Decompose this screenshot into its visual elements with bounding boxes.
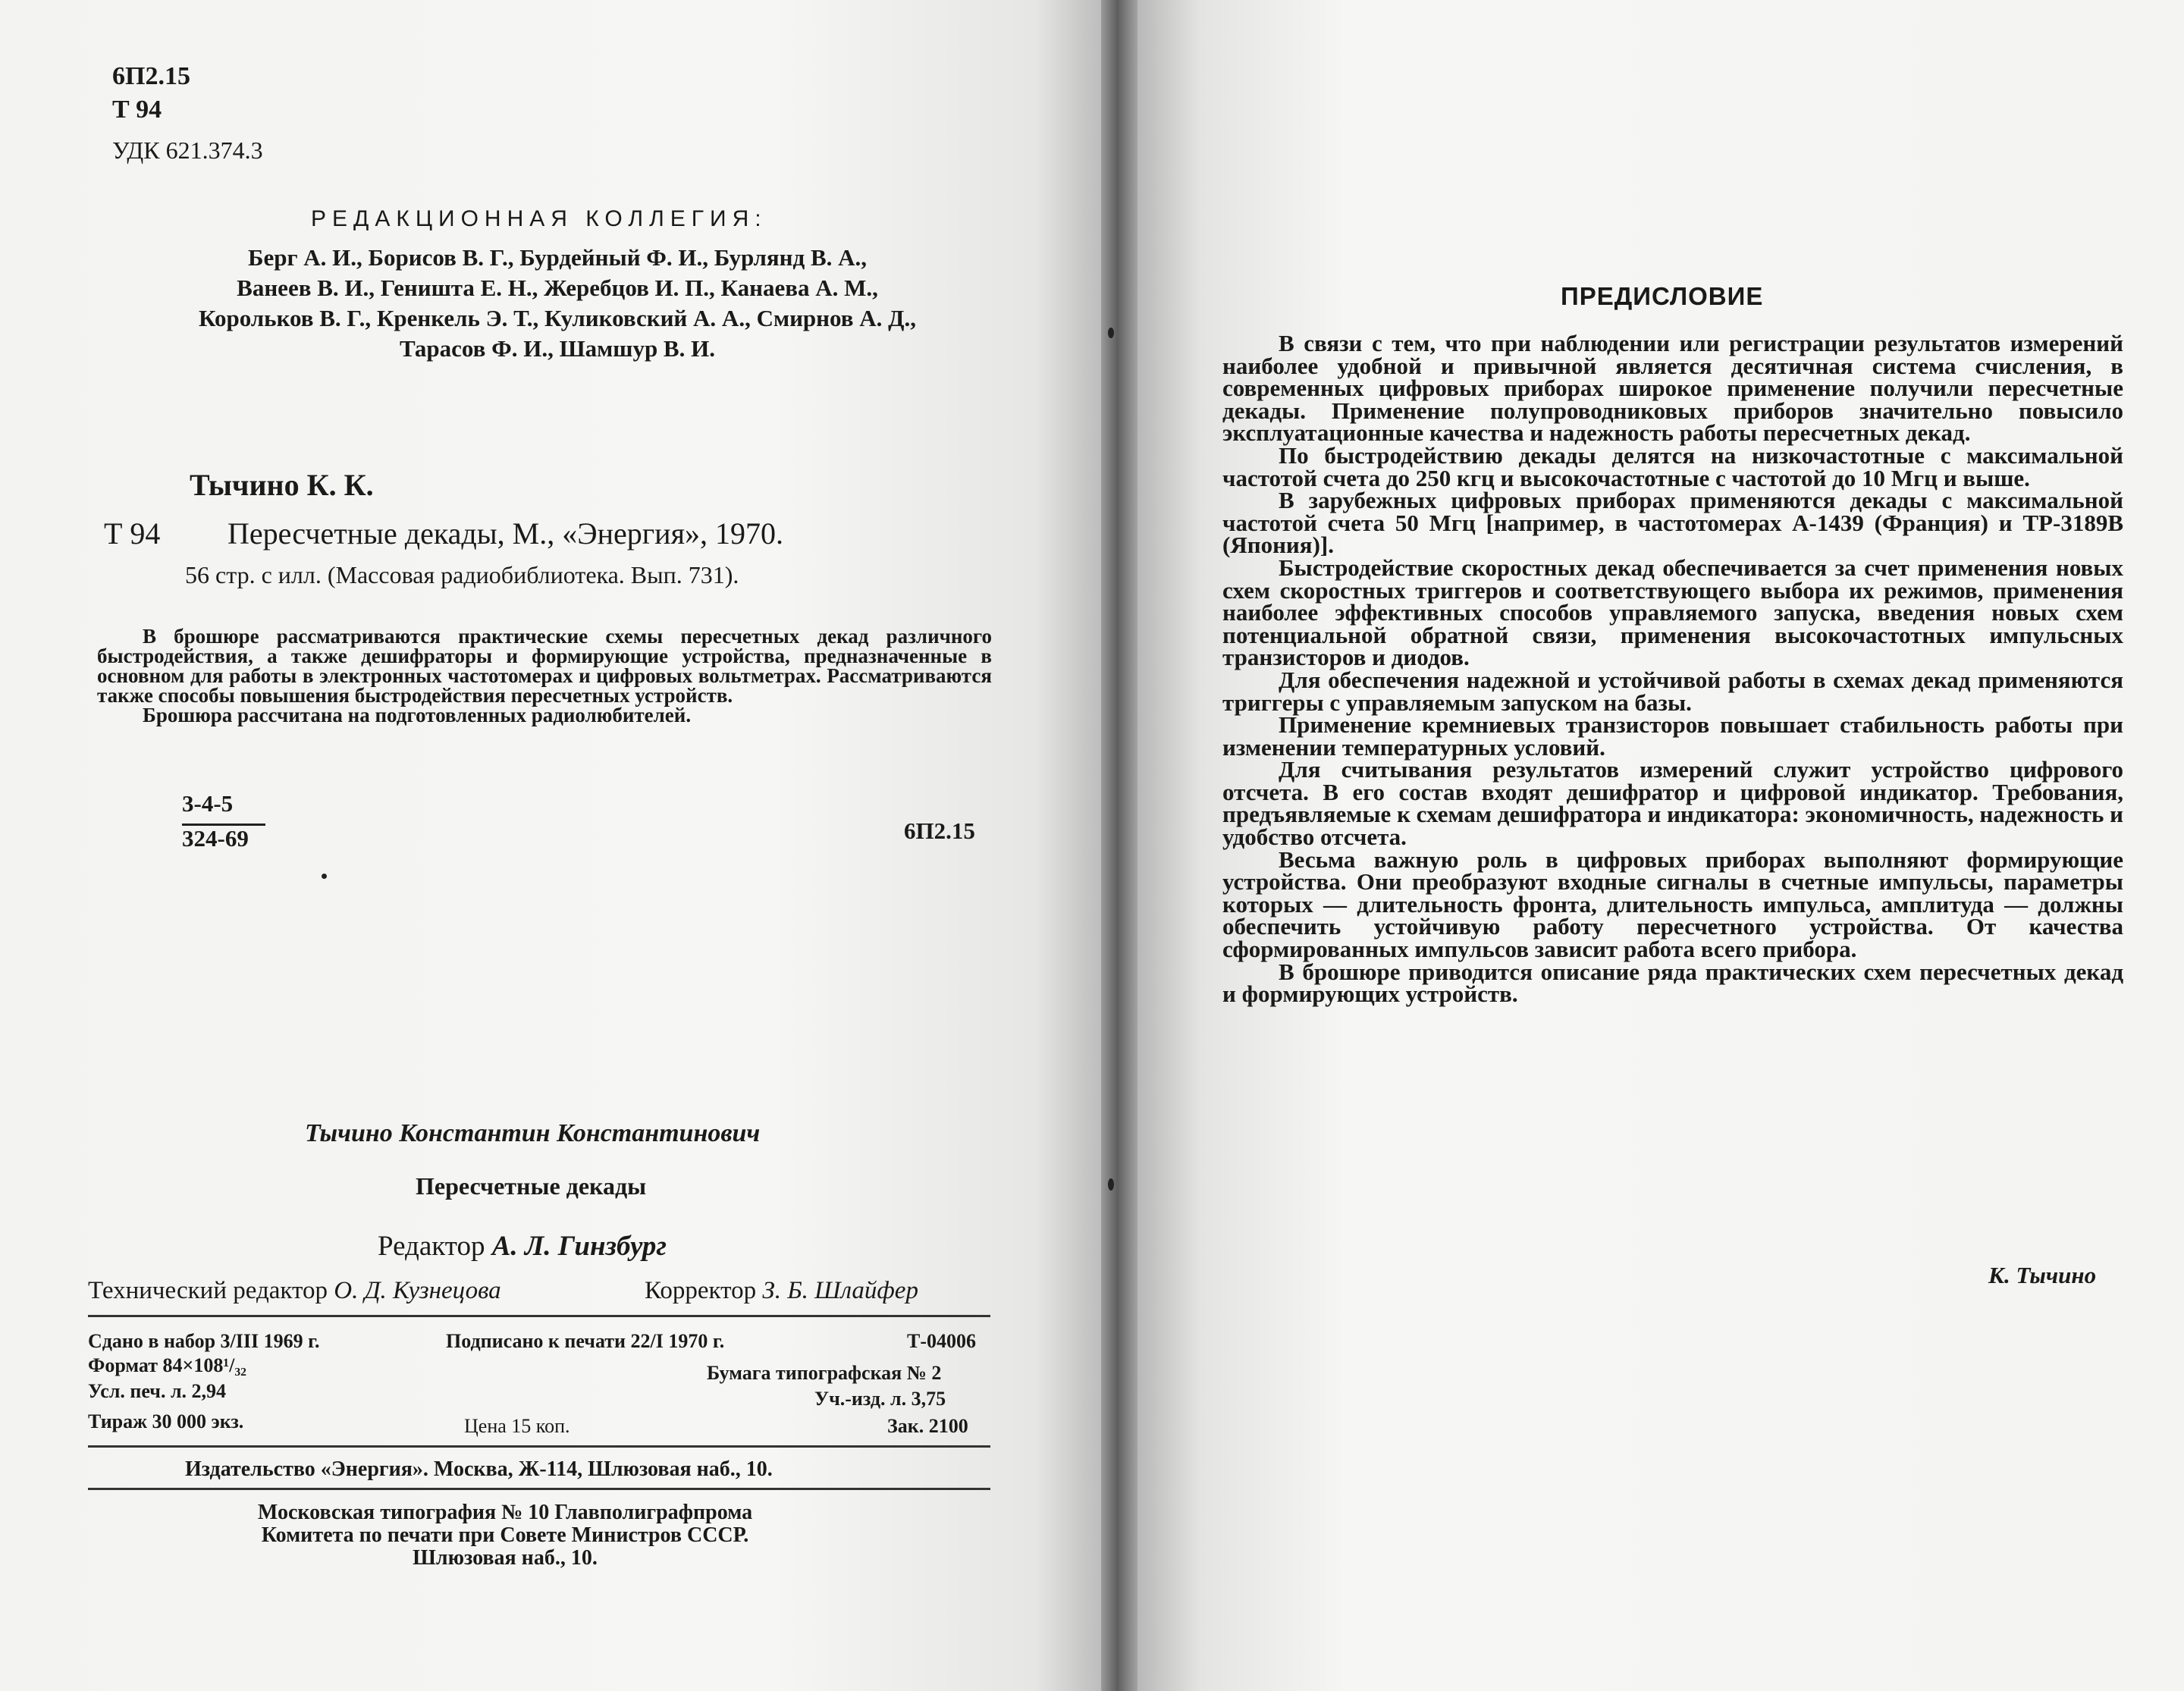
index-right-code: 6П2.15 xyxy=(904,817,975,844)
imprint-bottom-rule xyxy=(88,1488,990,1490)
bib-author: Тычино К. К. xyxy=(190,468,374,502)
printing-house xyxy=(164,1501,846,1570)
tech-editor-label: Технический редактор xyxy=(88,1277,328,1304)
preface-title: ПРЕДИСЛОВИЕ xyxy=(1561,282,1764,310)
imprint-t-code: Т-04006 xyxy=(907,1330,976,1352)
preface-text xyxy=(1222,332,2123,1006)
corrector-name: З. Б. Шлайфер xyxy=(762,1277,918,1304)
press-line: Комитета по печати при Совете Министров СССР. xyxy=(261,1523,749,1547)
editor-line xyxy=(378,1230,667,1263)
class-code: 6П2.15 xyxy=(112,62,190,90)
colophon-title: Пересчетные декады xyxy=(416,1172,647,1200)
board-line: Берг А. И., Борисов В. Г., Бурдейный Ф. И., Бурлянд В. А., xyxy=(247,244,868,271)
imprint-price: Цена 15 коп. xyxy=(464,1415,570,1437)
imprint-print-sheets: Усл. печ. л. 2,94 xyxy=(88,1380,227,1402)
preface-paragraph: Весьма важную роль в цифровых приборах выполняют формирующие устройства. Они преобразуют входные сигналы в счетные импульсы, параметры которых — длительность фронта, длительность импульса, амплитуда — должны обеспечить устойчивую работу пересчетного устройства. От качества сформированных импульсов зависит работа всего прибора. xyxy=(1222,846,2123,963)
index-denominator: 324-69 xyxy=(182,825,249,852)
udk-code: УДК 621.374.3 xyxy=(112,136,263,164)
preface-paragraph: В зарубежных цифровых приборах применяются декады с максимальной частотой счета 50 Мгц [например, в частотомерах А-1439 (Франция) и ТР-3189В (Япония)]. xyxy=(1222,487,2123,559)
bib-mark: Т 94 xyxy=(104,516,161,551)
corrector-label: Корректор xyxy=(645,1277,757,1304)
author-mark: Т 94 xyxy=(112,96,162,124)
imprint-sent: Сдано в набор 3/III 1969 г. xyxy=(88,1330,320,1352)
preface-paragraph: Для считывания результатов измерений служит устройство цифрового отсчета. В его состав входят дешифратор и цифровой индикатор. Требования, предъявляемые к схемам дешифратора и индикатора: экономичность, надежность и удобство отсчета. xyxy=(1222,756,2124,851)
preface-paragraph: По быстродействию декады делятся на низкочастотные с максимальной частотой счета до 250 кгц и высокочастотные с частотой до 10 Мгц и выше. xyxy=(1222,441,2123,491)
preface-paragraph: В брошюре приводится описание ряда практических схем пересчетных декад и формирующих устройств. xyxy=(1222,958,2123,1008)
editor-label: Редактор xyxy=(378,1231,485,1262)
imprint-order: Зак. 2100 xyxy=(887,1415,968,1437)
imprint-pub-sheets: Уч.-изд. л. 3,75 xyxy=(814,1388,946,1410)
imprint-paper: Бумага типографская № 2 xyxy=(707,1362,942,1384)
board-line: Ванеев В. И., Геништа Е. Н., Жеребцов И. П., Канаева А. М., xyxy=(237,275,878,301)
preface-paragraph: Применение кремниевых транзисторов повышает стабильность работы при изменении температурных условий. xyxy=(1222,711,2123,761)
board-line: Корольков В. Г., Кренкель Э. Т., Куликовский А. А., Смирнов А. Д., xyxy=(199,305,916,331)
colophon-author: Тычино Константин Константинович xyxy=(305,1119,761,1147)
tech-editor-name: О. Д. Кузнецова xyxy=(334,1277,501,1304)
book-gutter xyxy=(1101,0,1138,1691)
imprint-signed: Подписано к печати 22/I 1970 г. xyxy=(446,1330,725,1352)
preface-paragraph: В связи с тем, что при наблюдении или регистрации результатов измерений наиболее удобной и привычной является десятичная система счисления, в современных цифровых приборах широкое применение получили пересчетные декады. Применение полупроводниковых приборов значительно повысило эксплуатационные качества и надежность работы пересчетных декад. xyxy=(1222,330,2123,447)
preface-paragraph: Для обеспечения надежной и устойчивой работы в схемах декад применяются триггеры с управляемым запуском на базы. xyxy=(1222,666,2123,716)
bib-title-line: Пересчетные декады, М., «Энергия», 1970. xyxy=(228,516,783,551)
corrector-line xyxy=(645,1277,918,1305)
staple-mark xyxy=(1108,1178,1114,1191)
index-numerator: 3-4-5 xyxy=(182,790,234,817)
imprint-format: Формат 84×108¹/₃₂ xyxy=(88,1354,246,1376)
preface-signature: К. Тычино xyxy=(1988,1262,2097,1288)
imprint-run: Тираж 30 000 экз. xyxy=(88,1410,244,1432)
abstract-paragraph: Брошюра рассчитана на подготовленных радиолюбителей. xyxy=(143,704,692,726)
imprint-top-rule xyxy=(88,1315,990,1317)
editorial-board-members xyxy=(102,243,1012,364)
press-line: Московская типография № 10 Главполиграфпрома xyxy=(257,1501,753,1524)
tech-editor-line xyxy=(88,1277,501,1305)
editor-name: А. Л. Гинзбург xyxy=(491,1231,667,1262)
abstract-paragraph: В брошюре рассматриваются практические схемы пересчетных декад различного быстродействия, а также дешифраторы и формирующие устройства, предназначенные в основном для работы в электронных частотомерах и цифровых вольтметрах. Рассматриваются также способы повышения быстродействия пересчетных устройств. xyxy=(97,625,992,707)
imprint-publisher: Издательство «Энергия». Москва, Ж-114, Шлюзовая наб., 10. xyxy=(185,1457,773,1481)
bib-details-line: 56 стр. с илл. (Массовая радиобиблиотека. Вып. 731). xyxy=(185,561,739,588)
imprint-middle-rule xyxy=(88,1445,990,1448)
press-line: Шлюзовая наб., 10. xyxy=(413,1546,598,1570)
staple-mark xyxy=(1108,328,1114,338)
ink-spot xyxy=(322,874,327,879)
board-line: Тарасов Ф. И., Шамшур В. И. xyxy=(400,335,715,362)
preface-paragraph: Быстродействие скоростных декад обеспечивается за счет применения новых схем скоростных триггеров и соответствующего выбора их режимов, применения наиболее эффективных способов управляемого запуска, введения новых схем потенциальной обратной связи, применения высокочастотных импульсных транзисторов и диодов. xyxy=(1222,554,2123,671)
editorial-board-title: РЕДАКЦИОННАЯ КОЛЛЕГИЯ: xyxy=(311,206,767,231)
abstract xyxy=(97,626,992,725)
